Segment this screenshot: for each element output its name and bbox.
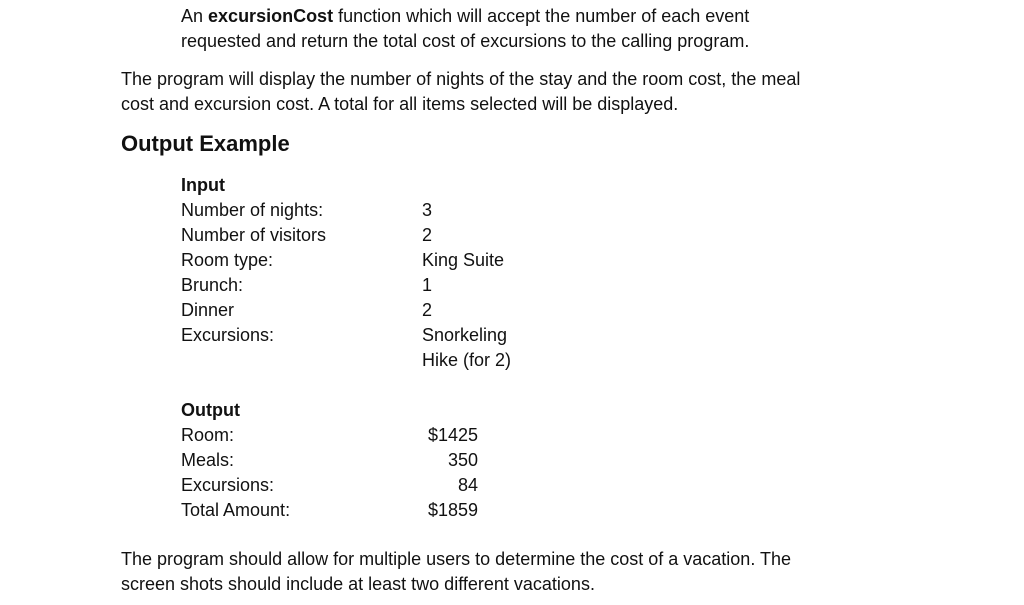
input-value-excursion-1: Snorkeling <box>422 325 508 345</box>
output-value-room: $1425 <box>427 425 478 445</box>
paragraph-1-line-2: cost and excursion cost. A total for all items selected will be displayed. <box>121 94 679 114</box>
function-name: excursionCost <box>208 6 334 26</box>
intro-line-2: requested and return the total cost of excursions to the calling program. <box>181 31 750 51</box>
input-label-brunch: Brunch: <box>181 275 244 295</box>
input-label-excursions: Excursions: <box>181 325 275 345</box>
output-value-excursions: 84 <box>457 475 478 495</box>
input-heading: Input <box>181 175 225 195</box>
input-label-room-type: Room type: <box>181 250 274 270</box>
output-label-total: Total Amount: <box>181 500 291 520</box>
input-label-dinner: Dinner <box>181 300 235 320</box>
output-heading: Output <box>181 400 240 420</box>
output-value-meals: 350 <box>447 450 478 470</box>
input-value-visitors: 2 <box>422 225 433 245</box>
input-value-room-type: King Suite <box>422 250 505 270</box>
output-label-meals: Meals: <box>181 450 235 470</box>
output-label-excursions: Excursions: <box>181 475 275 495</box>
input-value-nights: 3 <box>422 200 433 220</box>
input-value-brunch: 1 <box>422 275 433 295</box>
paragraph-2-line-2: screen shots should include at least two different vacations. <box>121 574 595 594</box>
intro-prefix: An <box>181 6 209 26</box>
intro-suffix: function which will accept the number of each event <box>333 6 750 26</box>
intro-line-1 <box>181 4 749 29</box>
input-value-dinner: 2 <box>422 300 433 320</box>
input-label-nights: Number of nights: <box>181 200 324 220</box>
section-heading: Output Example <box>121 131 290 156</box>
paragraph-1-line-1: The program will display the number of nights of the stay and the room cost, the meal <box>121 69 801 89</box>
input-label-visitors: Number of visitors <box>181 225 327 245</box>
paragraph-2-line-1: The program should allow for multiple users to determine the cost of a vacation. The <box>121 549 792 569</box>
output-value-total: $1859 <box>427 500 478 520</box>
output-label-room: Room: <box>181 425 235 445</box>
input-value-excursion-2: Hike (for 2) <box>422 350 512 370</box>
